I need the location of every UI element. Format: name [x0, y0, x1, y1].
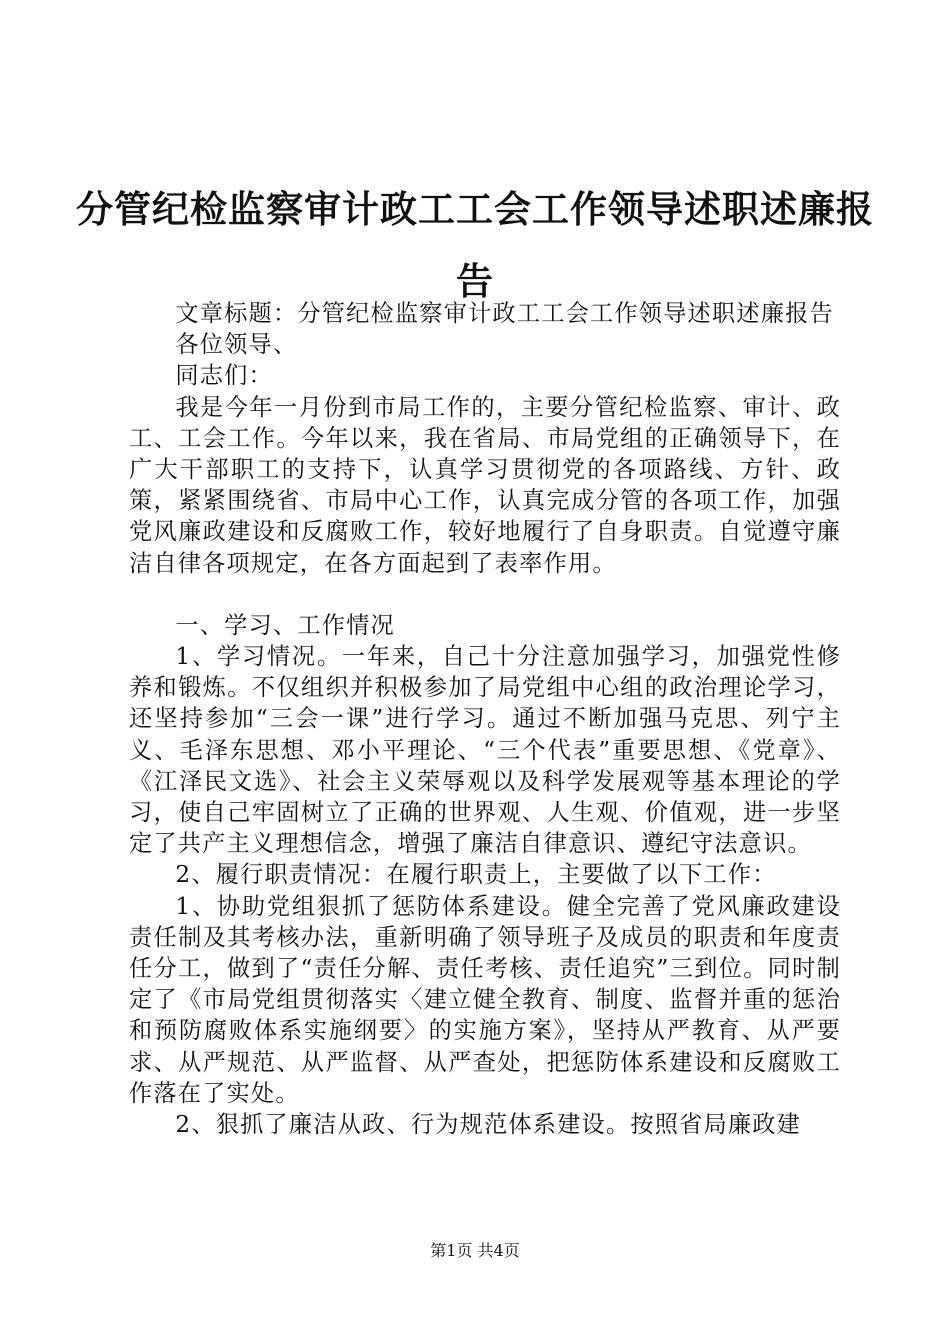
paragraph-article-title: 文章标题：分管纪检监察审计政工工会工作领导述职述廉报告	[175, 300, 834, 327]
paragraph-integrity: 2、狠抓了廉洁从政、行为规范体系建设。按照省局廉政建	[175, 1111, 802, 1139]
paragraph-salutation-comrades: 同志们：	[175, 362, 273, 390]
document-body	[129, 298, 841, 1140]
paragraph-prevention-system: 1、协助党组狠抓了惩防体系建设。健全完善了党风廉政建设责任制及其考核办法，重新明确了领导班子及成员的职责和年度责任分工，做到了“责任分解、责任考核、责任追究”三到位。同时制定了《市局党组贯彻落实〈建立健全教育、制度、监督并重的惩治和预防腐败体系实施纲要〉的实施方案》，坚持从严教育、从严要求、从严规范、从严监督、从严查处，把惩防体系建设和反腐败工作落在了实处。	[129, 892, 841, 1107]
section-heading-study-work: 一、学习、工作情况	[175, 611, 395, 639]
paragraph-intro: 我是今年一月份到市局工作的，主要分管纪检监察、审计、政工、工会工作。今年以来，我在省局、市局党组的正确领导下，在广大干部职工的支持下，认真学习贯彻党的各项路线、方针、政策，紧紧围绕省、市局中心工作，认真完成分管的各项工作，加强党风廉政建设和反腐败工作，较好地履行了自身职责。自觉遵守廉洁自律各项规定，在各方面起到了表率作用。	[129, 393, 841, 577]
paragraph-salutation-leaders: 各位领导、	[175, 331, 298, 359]
document-title: 分管纪检监察审计政工工会工作领导述职述廉报告	[76, 187, 874, 303]
paragraph-study: 1、学习情况。一年来，自己十分注意加强学习，加强党性修养和锻炼。不仅组织并积极参加了局党组中心组的政治理论学习，还坚持参加“三会一课”进行学习。通过不断加强马克思、列宁主义、毛泽东思想、邓小平理论、“三个代表”重要思想、《党章》、《江泽民文选》、社会主义荣辱观以及科学发展观等基本理论的学习，使自己牢固树立了正确的世界观、人生观、价值观，进一步坚定了共产主义理想信念，增强了廉洁自律意识、遵纪守法意识。	[129, 643, 841, 858]
paragraph-duties: 2、履行职责情况：在履行职责上，主要做了以下工作：	[175, 861, 777, 889]
page-footer: 第1页 共4页	[430, 1241, 520, 1260]
